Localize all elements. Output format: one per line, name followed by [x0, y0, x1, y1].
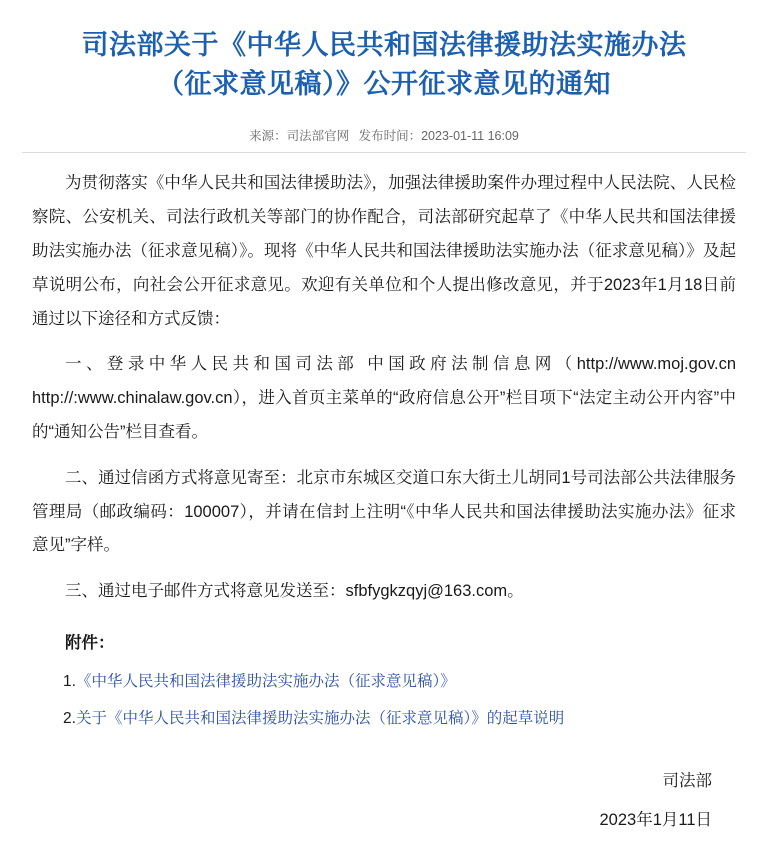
publish-time-label: 发布时间：2023-01-11 16:09	[358, 129, 519, 144]
attachment-link-2[interactable]: 关于《中华人民共和国法律援助法实施办法（征求意见稿）》的起草说明	[75, 710, 565, 728]
page-title-line-1: 司法部关于《中华人民共和国法律援助法实施办法	[81, 30, 687, 60]
signature-org: 司法部	[662, 772, 712, 791]
signature-block	[32, 764, 712, 837]
paragraph-channel-1: 一、登录中华人民共和国司法部 中国政府法制信息网（http://www.moj.gov.cn http://:www.chinalaw.gov.cn），进入首页主菜单的“政府信息公开”栏目项下“法定主动公开内容”中的“通知公告”栏目查看。	[32, 355, 736, 441]
signature-date: 2023年1月11日	[599, 810, 712, 829]
header-divider	[22, 152, 746, 153]
page-title	[40, 26, 728, 104]
paragraph-channel-2: 二、通过信函方式将意见寄至：北京市东城区交道口东大街土儿胡同1号司法部公共法律服务管理局（邮政编码：100007），并请在信封上注明“《中华人民共和国法律援助法实施办法》征求意见”字样。	[32, 468, 736, 555]
attachment-number-1: 1.	[63, 673, 76, 691]
attachment-number-2: 2.	[63, 710, 76, 728]
paragraph-channel-3: 三、通过电子邮件方式将意见发送至：sfbfygkzqyj@163.com。	[65, 582, 524, 601]
source-label: 来源：司法部官网	[249, 129, 350, 144]
attachment-item-1[interactable]	[32, 666, 736, 697]
attachment-link-1[interactable]: 《中华人民共和国法律援助法实施办法（征求意见稿）》	[75, 673, 456, 691]
paragraph-intro: 为贯彻落实《中华人民共和国法律援助法》，加强法律援助案件办理过程中人民法院、人民检察院、公安机关、司法行政机关等部门的协作配合，司法部研究起草了《中华人民共和国法律援助法实施办法（征求意见稿）》。现将《中华人民共和国法律援助法实施办法（征求意见稿）》及起草说明公布，向社会公开征求意见。欢迎有关单位和个人提出修改意见，并于2023年1月18日前通过以下途径和方式反馈：	[32, 174, 736, 328]
page-title-line-2: （征求意见稿）》公开征求意见的通知	[157, 69, 611, 100]
attachments-heading: 附件：	[65, 634, 115, 653]
document-meta	[22, 126, 746, 144]
document-body	[22, 167, 746, 837]
attachment-item-2[interactable]	[32, 703, 736, 734]
